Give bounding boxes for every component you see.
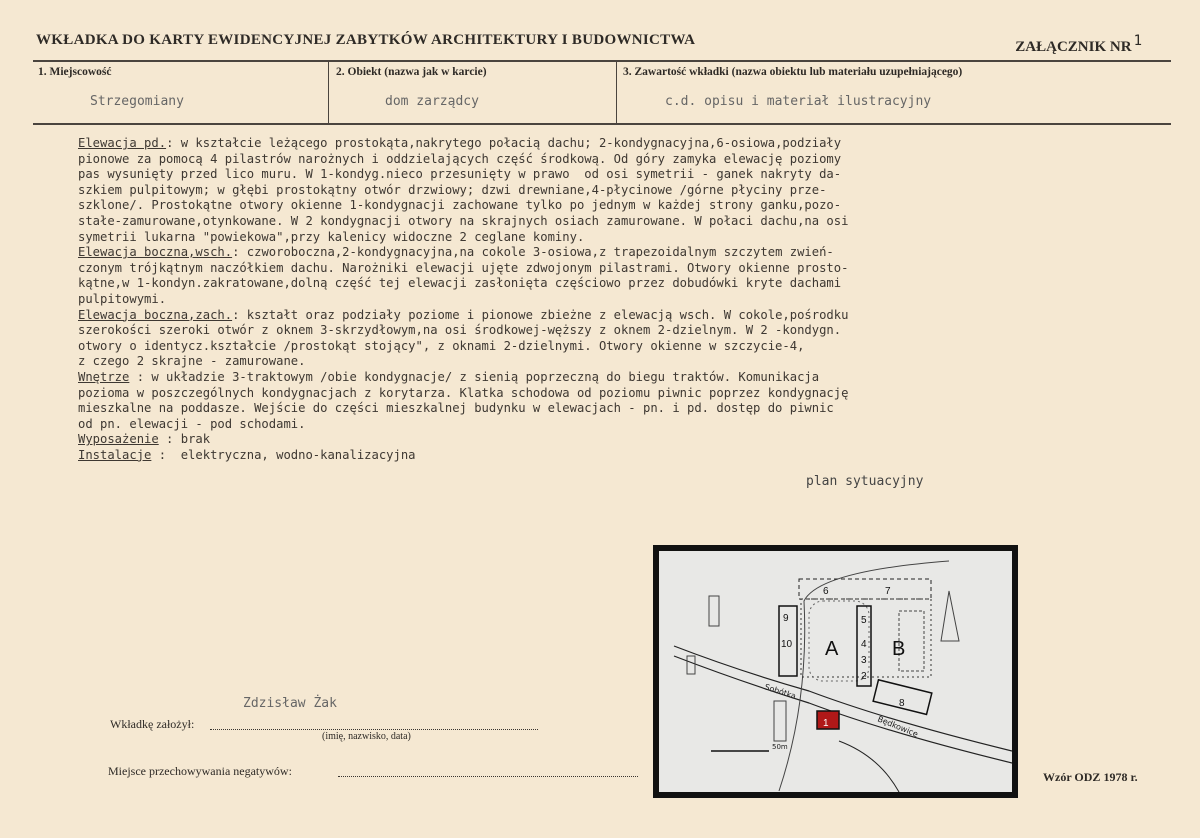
description-text: : w kształcie leżącego prostokąta,nakrytego połacią dachu; 2-kondygnacyjna,6-osiowa,podziały [166, 136, 842, 150]
plan-paper [659, 551, 1012, 792]
description-text: od pn. elewacji - pod schodami. [78, 416, 306, 431]
header-rule-bottom [33, 123, 1171, 125]
annex-number: 1 [1133, 33, 1142, 49]
section-heading: Instalacje [78, 447, 152, 462]
description-line [78, 370, 1168, 386]
description-text: stałe-zamurowane,otynkowane. W 2 kondygnacji otwory na skrajnych osiach zamurowane. W połaci dachu,na osi [78, 213, 849, 228]
form-code: Wzór ODZ 1978 r. [1043, 770, 1138, 784]
author-line [210, 729, 538, 730]
content-value: c.d. opisu i materiał ilustracyjny [665, 94, 932, 109]
description-line [78, 323, 1168, 339]
description-line [78, 152, 1168, 168]
description-line [78, 276, 1168, 292]
plan-caption: plan sytuacyjny [806, 474, 924, 489]
description-line [78, 339, 1168, 355]
description-body [78, 136, 1168, 463]
annex-label [1015, 33, 1142, 56]
description-line [78, 386, 1168, 402]
description-text: : w układzie 3-traktowym /obie kondygnacje/ z sienią poprzeczną do biegu traktów. Komunikacja [129, 369, 820, 384]
section-heading: Wnętrze [78, 369, 130, 384]
description-line [78, 417, 1168, 433]
field-divider-2 [616, 60, 617, 124]
description-text: szkiem pulpitowym; w głębi prostokątny otwór drzwiowy; dzwi drewniane,4-płycinowe /górne płyciny prze- [78, 182, 827, 197]
plan-number-10: 10 [781, 639, 793, 650]
plan-number-5: 5 [861, 615, 867, 626]
plan-number-8: 8 [899, 698, 905, 709]
description-text: : kształt oraz podziały poziome i pionowe zbieżne z elewacją wsch. W cokole,pośrodku [232, 307, 849, 322]
description-line [78, 230, 1168, 246]
description-line [78, 214, 1168, 230]
description-text: mieszkalne na poddasze. Wejście do części mieszkalnej budynku w elewacjach - pn. i pd. dostęp do piwnic [78, 401, 834, 416]
description-line [78, 308, 1168, 324]
description-line [78, 261, 1168, 277]
form-title: WKŁADKA DO KARTY EWIDENCYJNEJ ZABYTKÓW ARCHITEKTURY I BUDOWNICTWA [36, 32, 696, 48]
description-text: pozioma w poszczególnych kondygnacjach z korytarza. Klatka schodowa od poziomu piwnic poprzez kondygnację [78, 385, 849, 400]
negatives-label: Miejsce przechowywania negatywów: [108, 764, 292, 778]
plan-number-9: 9 [783, 613, 789, 624]
site-plan-photo [653, 545, 1018, 798]
plan-letter-b: B [892, 638, 906, 660]
object-label: 2. Obiekt (nazwa jak w karcie) [336, 66, 487, 78]
negatives-line [338, 776, 638, 777]
object-value: dom zarządcy [385, 94, 479, 109]
description-text: szklone/. Prostokątne otwory okienne 1-kondygnacji zachowane tylko po jednym w każdej strony ganku,pozo- [78, 198, 842, 213]
author-signature-name: Zdzisław Żak [243, 696, 337, 711]
plan-number-4: 4 [861, 639, 867, 650]
author-hint: (imię, nazwisko, data) [322, 731, 411, 742]
content-label: 3. Zawartość wkładki (nazwa obiektu lub materiału uzupełniającego) [623, 66, 963, 78]
author-label: Wkładkę założył: [110, 717, 195, 731]
plan-letter-a: A [825, 638, 839, 660]
plan-number-6: 6 [823, 586, 829, 597]
description-text: pionowe za pomocą 4 pilastrów narożnych i oddzielających część środkową. Od góry zamyka elewację poziomy [78, 151, 842, 166]
section-heading: Elewacja boczna,zach. [78, 307, 233, 322]
section-heading: Elewacja boczna,wsch. [78, 245, 233, 260]
description-line [78, 183, 1168, 199]
description-text: pas wysunięty przed lico muru. W 1-kondyg.nieco przesunięty w prawo od osi symetrii - ganek nakryty da- [78, 167, 842, 182]
description-line [78, 292, 1168, 308]
description-text: z czego 2 skrajne - zamurowane. [78, 354, 306, 369]
street-label-bedkowice: Będkowice [876, 714, 920, 739]
description-line [78, 401, 1168, 417]
description-text: symetrii lukarna "powiekowa",przy kalenicy widoczne 2 ceglane kominy. [78, 229, 585, 244]
annex-label-text: ZAŁĄCZNIK NR [1015, 39, 1132, 55]
description-line [78, 432, 1168, 448]
section-heading: Wyposażenie [78, 432, 159, 447]
description-text: : czworoboczna,2-kondygnacyjna,na cokole 3-osiowa,z trapezoidalnym szczytem zwień- [232, 245, 834, 260]
description-text: : brak [158, 432, 211, 447]
scale-label: 50m [772, 743, 788, 751]
description-text: szerokości szeroki otwór z oknem 3-skrzydłowym,na osi środkowej-węższy z oknem 2-dzielnym. W 2 -kondygn. [78, 323, 842, 338]
description-line [78, 167, 1168, 183]
plan-number-3: 3 [861, 655, 867, 666]
section-heading: Elewacja pd. [78, 136, 167, 150]
description-line [78, 354, 1168, 370]
plan-number-7: 7 [885, 586, 891, 597]
location-label: 1. Miejscowość [38, 66, 112, 78]
description-text: kątne,w 1-kondyn.zakratowane,dolną część tej elewacji zasłonięta częściowo przez dobudówki kryte dachami [78, 276, 842, 291]
description-text: : elektryczna, wodno-kanalizacyjna [151, 447, 416, 462]
description-line [78, 448, 1168, 464]
plan-number-1: 1 [823, 718, 829, 729]
description-line [78, 198, 1168, 214]
plan-number-2: 2 [861, 671, 867, 682]
description-text: otwory o identycz.kształcie /prostokąt stojący", z oknami 2-dzielnymi. Otwory okienne w szczycie-4, [78, 338, 805, 353]
field-divider-1 [328, 60, 329, 124]
location-value: Strzegomiany [90, 94, 184, 109]
street-label-sobotka: Sobótka [763, 682, 798, 701]
description-line [78, 245, 1168, 261]
description-line [78, 136, 1168, 152]
description-text: czonym trójkątnym naczółkiem dachu. Narożniki elewacji ujęte zdwojonym pilastrami. Otwory okienne prosto- [78, 260, 849, 275]
site-plan-drawing [659, 551, 1012, 792]
header-rule-top [33, 60, 1171, 62]
description-text: pulpitowymi. [78, 291, 167, 306]
